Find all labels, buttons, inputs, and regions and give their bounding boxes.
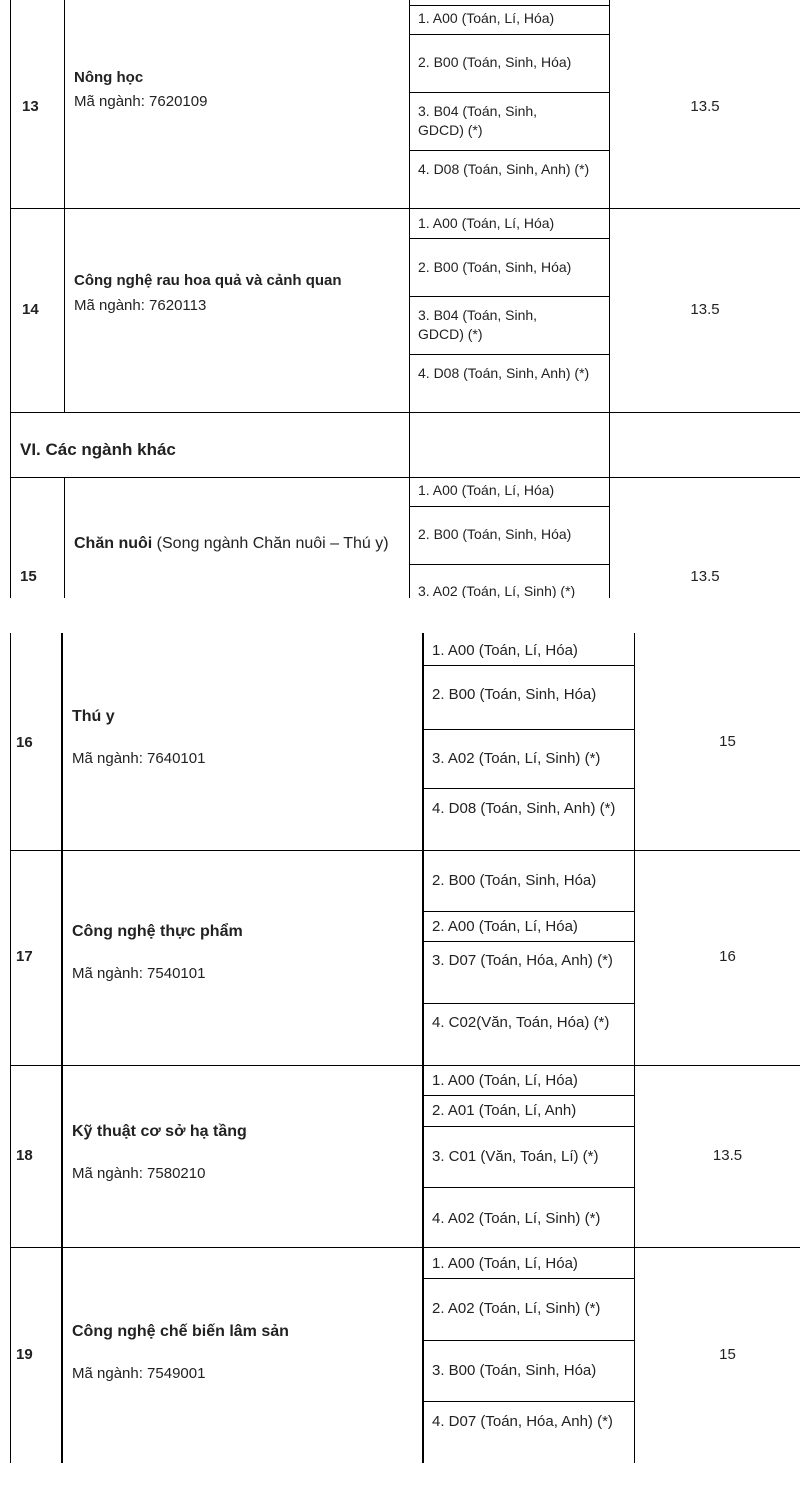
subject-combo: 3. B00 (Toán, Sinh, Hóa) bbox=[432, 1362, 597, 1379]
table-grid-line bbox=[422, 1126, 635, 1127]
section-heading: VI. Các ngành khác bbox=[20, 440, 176, 459]
table-grid-line bbox=[409, 296, 610, 297]
table-grid-line bbox=[10, 477, 800, 478]
row-number: 13 bbox=[22, 98, 39, 115]
subject-combo: 3. D07 (Toán, Hóa, Anh) (*) bbox=[432, 952, 613, 969]
cutoff-score: 13.5 bbox=[690, 301, 720, 318]
major-code: Mã ngành: 7580210 bbox=[72, 1165, 206, 1182]
row-number: 17 bbox=[16, 948, 33, 965]
table-grid-line bbox=[422, 1003, 635, 1004]
major-name bbox=[74, 532, 399, 556]
table-grid-line bbox=[10, 0, 11, 598]
table-grid-line bbox=[61, 633, 63, 1463]
table-grid-line bbox=[409, 0, 410, 598]
subject-combo: 4. D08 (Toán, Sinh, Anh) (*) bbox=[418, 365, 590, 381]
subject-combo: 1. A00 (Toán, Lí, Hóa) bbox=[432, 1255, 578, 1272]
subject-combo: 4. D08 (Toán, Sinh, Anh) (*) bbox=[418, 161, 590, 177]
subject-combo: 3. B04 (Toán, Sinh, GDCD) (*) bbox=[418, 103, 538, 138]
subject-combo: 2. A01 (Toán, Lí, Anh) bbox=[432, 1102, 577, 1119]
major-name: Công nghệ chế biến lâm sản bbox=[72, 1323, 289, 1340]
subject-combo: 2. A02 (Toán, Lí, Sinh) (*) bbox=[432, 1300, 601, 1317]
subject-combo: 3. C01 (Văn, Toán, Lí) (*) bbox=[432, 1148, 599, 1165]
major-name: Công nghệ rau hoa quả và cảnh quan bbox=[74, 272, 342, 289]
row-number: 19 bbox=[16, 1346, 33, 1363]
table-grid-line bbox=[422, 1095, 635, 1096]
table-grid-line bbox=[10, 633, 11, 1463]
row-number: 18 bbox=[16, 1147, 33, 1164]
table-grid-line bbox=[609, 0, 610, 598]
subject-combo: 3. B04 (Toán, Sinh, GDCD) (*) bbox=[418, 307, 538, 342]
row-number: 16 bbox=[16, 734, 33, 751]
subject-combo: 3. A02 (Toán, Lí, Sinh) (*) bbox=[418, 583, 576, 598]
subject-combo: 1. A00 (Toán, Lí, Hóa) bbox=[418, 482, 555, 498]
subject-combo: 1. A00 (Toán, Lí, Hóa) bbox=[418, 215, 555, 231]
cutoff-score: 13.5 bbox=[712, 1147, 743, 1164]
subject-combo: 2. B00 (Toán, Sinh, Hóa) bbox=[418, 259, 572, 275]
major-name: Nông học bbox=[74, 69, 144, 86]
table-grid-line bbox=[10, 1065, 800, 1066]
table-grid-line bbox=[422, 1187, 635, 1188]
major-code: Mã ngành: 7549001 bbox=[72, 1365, 206, 1382]
subject-combo: 2. B00 (Toán, Sinh, Hóa) bbox=[432, 872, 597, 889]
cutoff-score: 13.5 bbox=[690, 568, 720, 585]
admission-table-part-2 bbox=[0, 633, 800, 1463]
subject-combo: 2. B00 (Toán, Sinh, Hóa) bbox=[432, 686, 597, 703]
row-number: 14 bbox=[22, 301, 39, 318]
table-grid-line bbox=[409, 34, 610, 35]
subject-combo: 4. A02 (Toán, Lí, Sinh) (*) bbox=[432, 1210, 601, 1227]
cutoff-score: 15 bbox=[719, 733, 736, 750]
table-grid-line bbox=[422, 1401, 635, 1402]
table-grid-line bbox=[422, 633, 424, 1463]
subject-combo: 3. A02 (Toán, Lí, Sinh) (*) bbox=[432, 750, 601, 767]
table-grid-line bbox=[422, 941, 635, 942]
subject-combo: 2. A00 (Toán, Lí, Hóa) bbox=[432, 918, 578, 935]
table-grid-line bbox=[409, 564, 610, 565]
table-grid-line bbox=[409, 5, 610, 6]
table-grid-line bbox=[409, 506, 610, 507]
cutoff-score: 16 bbox=[719, 948, 736, 965]
subject-combo: 4. D08 (Toán, Sinh, Anh) (*) bbox=[432, 800, 616, 817]
major-name: Kỹ thuật cơ sở hạ tầng bbox=[72, 1123, 247, 1140]
major-name-bold: Chăn nuôi bbox=[74, 535, 153, 552]
cutoff-score: 13.5 bbox=[690, 98, 720, 115]
table-grid-line bbox=[422, 665, 635, 666]
major-code: Mã ngành: 7620109 bbox=[74, 93, 208, 110]
table-grid-line bbox=[422, 1340, 635, 1341]
table-grid-line bbox=[409, 238, 610, 239]
subject-combo: 1. A00 (Toán, Lí, Hóa) bbox=[432, 642, 578, 659]
table-grid-line bbox=[422, 729, 635, 730]
table-grid-line bbox=[409, 150, 610, 151]
table-grid-line bbox=[634, 633, 635, 1463]
major-code: Mã ngành: 7640101 bbox=[72, 750, 206, 767]
admission-table-part-1 bbox=[0, 0, 800, 598]
subject-combo: 1. A00 (Toán, Lí, Hóa) bbox=[432, 1072, 578, 1089]
table-grid-line bbox=[422, 911, 635, 912]
table-grid-line bbox=[64, 0, 65, 412]
subject-combo: 4. C02(Văn, Toán, Hóa) (*) bbox=[432, 1014, 610, 1031]
subject-combo: 2. B00 (Toán, Sinh, Hóa) bbox=[418, 526, 572, 542]
subject-combo: 2. B00 (Toán, Sinh, Hóa) bbox=[418, 54, 572, 70]
table-grid-line bbox=[409, 354, 610, 355]
major-name-note: (Song ngành Chăn nuôi – Thú y) bbox=[152, 535, 389, 552]
table-grid-line bbox=[10, 850, 800, 851]
major-name: Công nghệ thực phẩm bbox=[72, 923, 243, 940]
table-grid-line bbox=[10, 412, 800, 413]
subject-combo: 4. D07 (Toán, Hóa, Anh) (*) bbox=[432, 1413, 613, 1430]
cutoff-score: 15 bbox=[719, 1346, 736, 1363]
major-code: Mã ngành: 7620113 bbox=[74, 297, 207, 314]
row-number: 15 bbox=[20, 568, 37, 585]
table-grid-line bbox=[422, 788, 635, 789]
table-grid-line bbox=[409, 92, 610, 93]
table-grid-line bbox=[64, 478, 65, 598]
table-grid-line bbox=[422, 1278, 635, 1279]
table-grid-line bbox=[10, 208, 800, 209]
major-name: Thú y bbox=[72, 708, 115, 725]
table-grid-line bbox=[10, 1247, 800, 1248]
subject-combo: 1. A00 (Toán, Lí, Hóa) bbox=[418, 10, 555, 26]
major-code: Mã ngành: 7540101 bbox=[72, 965, 206, 982]
